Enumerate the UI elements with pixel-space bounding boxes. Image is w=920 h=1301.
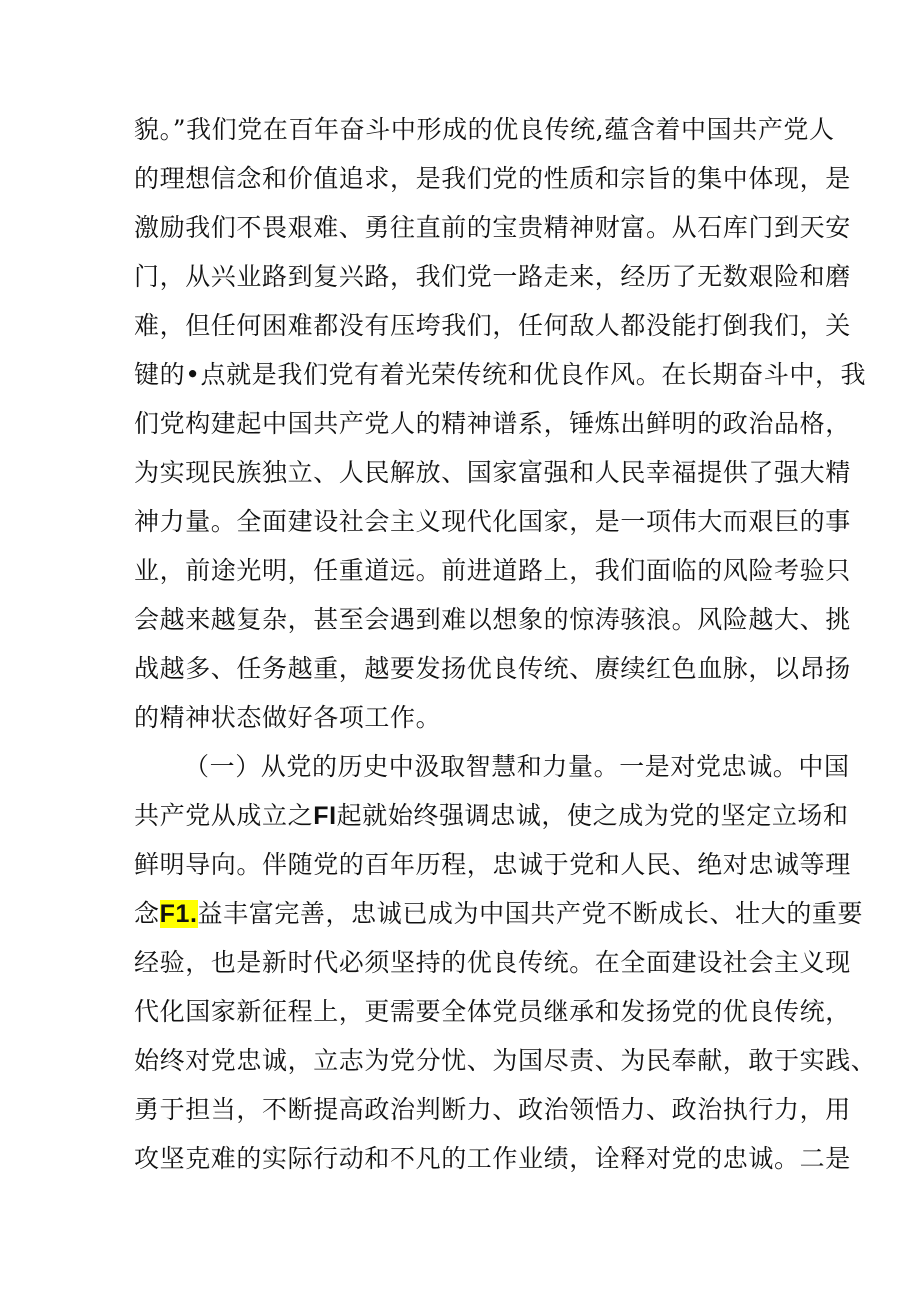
- text-line: 的理想信念和价值追求，是我们党的性质和宗旨的集中体现，是: [134, 164, 851, 193]
- text-line: 业，前途光明，任重道远。前进道路上，我们面临的风险考验只: [134, 556, 851, 585]
- text-line: 鲜明导向。伴随党的百年历程，忠诚于党和人民、绝对忠诚等理: [134, 850, 851, 879]
- text-line: 经验，也是新时代必须坚持的优良传统。在全面建设社会主义现: [134, 948, 851, 977]
- text-segment: 念: [134, 899, 160, 928]
- text-line: 键的•点就是我们党有着光荣传统和优良作风。在长期奋斗中，我: [134, 360, 867, 389]
- text-line: 会越来越复杂，甚至会遇到难以想象的惊涛骇浪。风险越大、挑: [134, 605, 851, 634]
- text-line: 为实现民族独立、人民解放、国家富强和人民幸福提供了强大精: [134, 458, 851, 487]
- ocr-artifact-text: FI: [313, 802, 337, 830]
- text-line: [134, 899, 864, 929]
- text-segment: 起就始终强调忠诚，使之成为党的坚定立场和: [336, 801, 849, 830]
- text-line: 难，但任何困难都没有压垮我们，任何敌人都没能打倒我们，关: [134, 311, 851, 340]
- text-segment: 共产党从成立之: [134, 801, 314, 830]
- text-line: 的精神状态做好各项工作。: [134, 703, 442, 732]
- text-line: 攻坚克难的实际行动和不凡的工作业绩，诠释对党的忠诚。二是: [134, 1144, 851, 1173]
- text-line: 激励我们不畏艰难、勇往直前的宝贵精神财富。从石库门到天安: [134, 213, 851, 242]
- text-line: 勇于担当，不断提高政治判断力、政治领悟力、政治执行力，用: [134, 1095, 851, 1124]
- text-segment: 益丰富完善，忠诚已成为中国共产党不断成长、壮大的重要: [197, 899, 864, 928]
- text-line: 始终对党忠诚，立志为党分忧、为国尽责、为民奉献，敢于实践、: [134, 1046, 877, 1075]
- text-line: 门，从兴业路到复兴路，我们党一路走来，经历了无数艰险和磨: [134, 262, 851, 291]
- text-line: 貌。”我们党在百年奋斗中形成的优良传统,蕴含着中国共产党人: [134, 115, 835, 144]
- text-line: 们党构建起中国共产党人的精神谱系，锤炼出鲜明的政治品格，: [134, 409, 851, 438]
- text-line: 战越多、任务越重，越要发扬优良传统、赓续红色血脉，以昂扬: [134, 654, 851, 683]
- text-line: [134, 801, 849, 831]
- text-line: 神力量。全面建设社会主义现代化国家，是一项伟大而艰巨的事: [134, 507, 851, 536]
- highlighted-text: F1.: [159, 900, 198, 928]
- text-line: 代化国家新征程上，更需要全体党员继承和发扬党的优良传统，: [134, 997, 851, 1026]
- section-heading-line: （一）从党的历史中汲取智慧和力量。一是对党忠诚。中国: [184, 752, 850, 781]
